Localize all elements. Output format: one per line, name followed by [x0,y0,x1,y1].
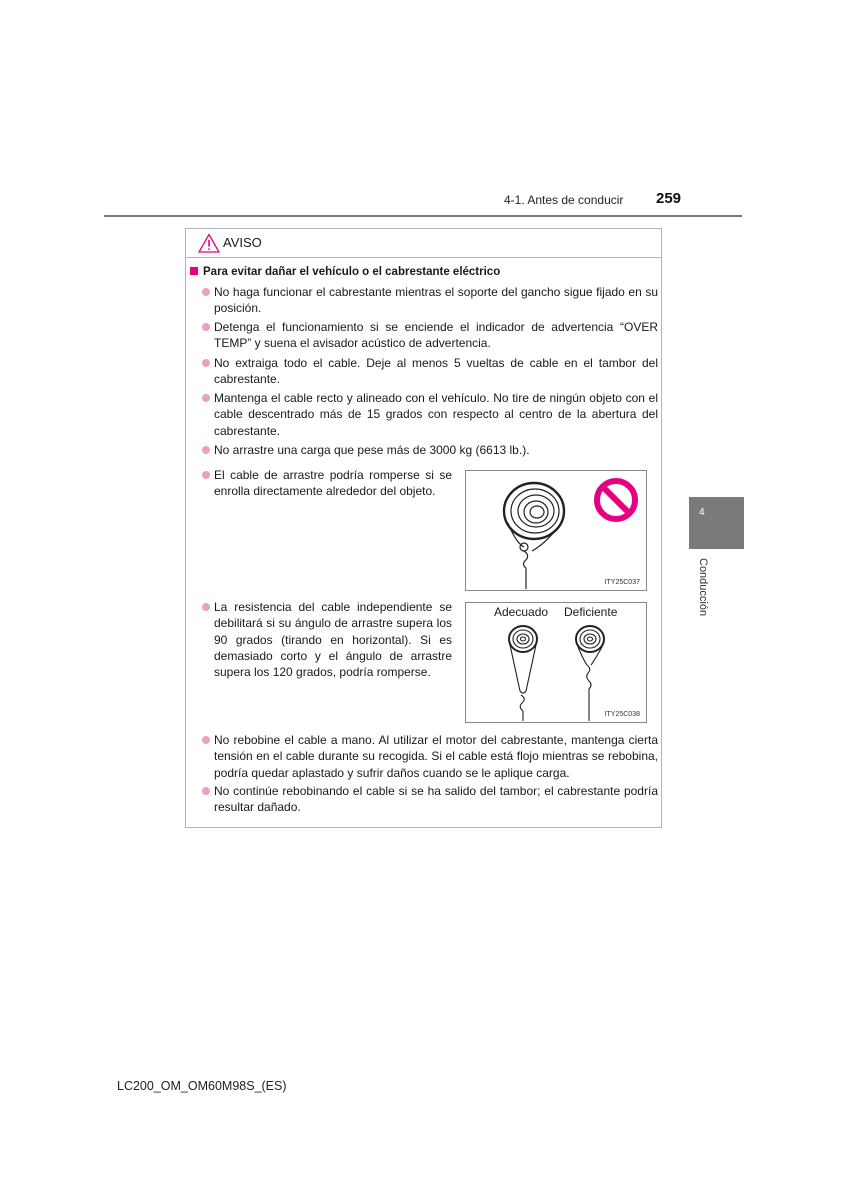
document-code: LC200_OM_OM60M98S_(ES) [117,1079,287,1093]
bullet-item: No extraiga todo el cable. Deje al menos 5 vueltas de cable en el tambor del cabrestante. [214,356,658,387]
page-number: 259 [656,190,682,207]
warning-label: AVISO [223,235,262,250]
angle-illustration [466,603,648,724]
square-bullet-icon [190,267,198,275]
label-bad: Deficiente [564,605,618,619]
bullet-item: El cable de arrastre podría romperse si se enrolla directamente alrededor del objeto. [214,468,452,499]
bullet-item: La resistencia del cable independiente se debilitará si su ángulo de arrastre supera los 90 grados (tirando en horizontal). Si es demasiado corto y el ángulo de arrastre supera los 120 grados, podría romperse. [214,600,452,680]
prohibited-icon [466,471,648,592]
section-title-text: Para evitar dañar el vehículo o el cabrestante eléctrico [203,266,501,278]
bullet-item: No haga funcionar el cabrestante mientras el soporte del gancho sigue fijado en su posición. [214,285,658,316]
label-good: Adecuado [494,605,549,619]
chapter-tab[interactable] [689,497,744,549]
section-title [190,266,500,278]
warning-triangle-icon [198,233,220,253]
bullet-item: No rebobine el cable a mano. Al utilizar el motor del cabrestante, mantenga cierta tensión en el cable durante su recogida. Si el cable está flojo mientras se rebobina, podría quedar aplastado y sufrir daños cuando se le aplique carga. [214,733,658,780]
warning-box [185,228,662,828]
chapter-number: 4 [699,507,705,518]
header-section-title: 4-1. Antes de conducir [504,193,624,207]
header-divider [104,215,742,217]
bullet-item: No continúe rebobinando el cable si se ha salido del tambor; el cabrestante podría resultar dañado. [214,784,658,815]
bullet-item: No arrastre una carga que pese más de 3000 kg (6613 lb.). [214,442,658,458]
warning-header [186,229,661,258]
bullet-item: Mantenga el cable recto y alineado con el vehículo. No tire de ningún objeto con el cable descentrado más de 15 grados con respecto al centro de la abertura del cabrestante. [214,391,658,438]
figure-improper-wrap [465,470,647,591]
chapter-label: Conducción [697,558,709,617]
bullet-item: Detenga el funcionamiento si se enciende el indicador de advertencia “OVER TEMP” y suena el avisador acústico de advertencia. [214,320,658,351]
figure-code: ITY25C038 [604,711,640,718]
figure-code: ITY25C037 [604,579,640,586]
figure-angle-comparison [465,602,647,723]
